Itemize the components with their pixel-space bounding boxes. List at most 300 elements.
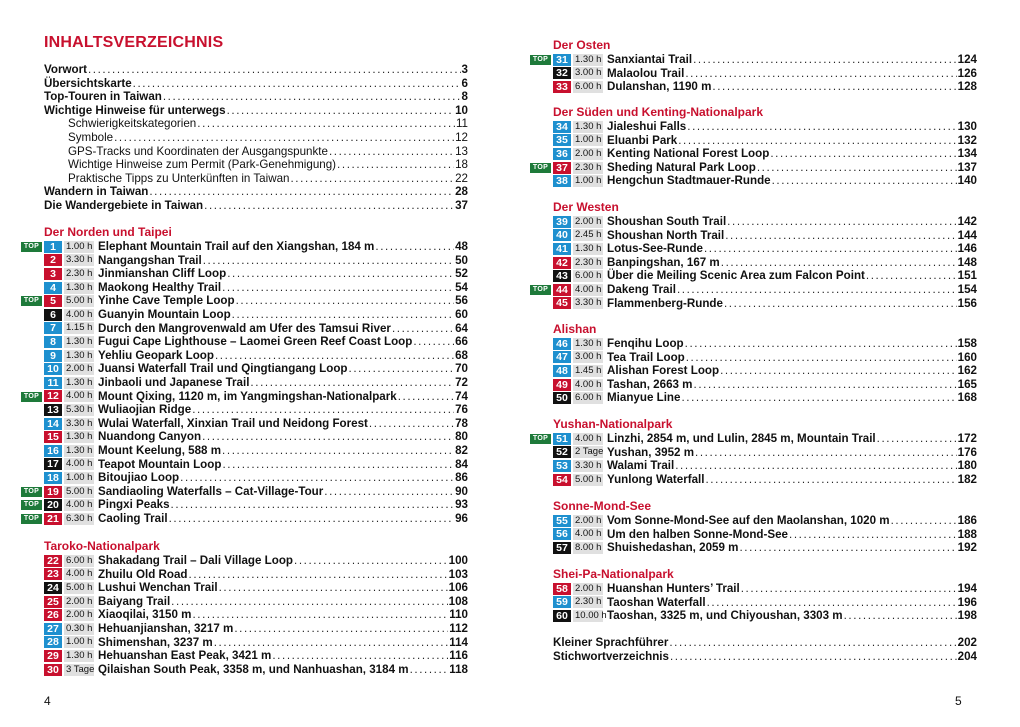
- tour-entry[interactable]: [44, 294, 468, 308]
- top-tour-badge: TOP: [530, 285, 551, 295]
- tour-page: 146: [957, 242, 977, 256]
- tour-page: 114: [449, 635, 468, 649]
- tour-entry[interactable]: [44, 608, 468, 622]
- leader-dots: [739, 541, 956, 555]
- tour-number: 36: [553, 148, 571, 160]
- tour-entry[interactable]: [553, 67, 977, 81]
- toc-entry-page: 3: [461, 63, 468, 76]
- tour-number: 15: [44, 431, 62, 443]
- tour-duration: 8.00 h: [575, 541, 602, 553]
- tour-title: Über die Meiling Scenic Area zum Falcon Point: [607, 269, 865, 283]
- tour-entry[interactable]: [44, 568, 468, 582]
- tour-duration: 2.00 h: [66, 363, 93, 375]
- tour-duration: 4.00 h: [575, 528, 602, 540]
- tour-title: Bitoujiao Loop: [98, 471, 180, 485]
- tour-entry[interactable]: [44, 362, 468, 376]
- tour-duration: 5.00 h: [66, 295, 93, 307]
- tour-entry[interactable]: [553, 283, 977, 297]
- tour-entry[interactable]: [44, 417, 468, 431]
- leader-dots: [234, 622, 448, 636]
- tour-page: 182: [957, 472, 977, 486]
- tour-entry[interactable]: [553, 391, 977, 405]
- leader-dots: [214, 636, 449, 650]
- tour-duration: 4.00 h: [66, 499, 93, 511]
- leader-dots: [685, 67, 956, 81]
- tour-entry[interactable]: [553, 337, 977, 351]
- tour-entry[interactable]: [44, 322, 468, 336]
- leader-dots: [772, 174, 957, 188]
- section-heading: Der Westen: [553, 200, 619, 214]
- tour-title: Flammenberg-Runde: [607, 296, 723, 310]
- tour-number: 2: [44, 254, 62, 266]
- tour-number: 47: [553, 351, 571, 363]
- tour-number: 21: [44, 513, 62, 525]
- tour-duration: 3.30 h: [575, 459, 602, 471]
- leader-dots: [844, 609, 957, 623]
- tour-entry[interactable]: [553, 528, 977, 542]
- leader-dots: [169, 512, 455, 526]
- tour-duration: 1.00 h: [575, 134, 602, 146]
- tour-page: 74: [455, 389, 468, 403]
- tour-number: 54: [553, 474, 571, 486]
- tour-entry[interactable]: [44, 458, 468, 472]
- tour-number: 39: [553, 216, 571, 228]
- tour-number: 41: [553, 243, 571, 255]
- tour-number: 6: [44, 309, 62, 321]
- tour-page: 156: [957, 296, 977, 310]
- tour-entry[interactable]: [553, 609, 977, 623]
- tour-title: Lushui Wenchan Trail: [98, 581, 218, 595]
- page-number-right: 5: [955, 694, 962, 708]
- tour-entry[interactable]: [44, 649, 468, 663]
- section-heading: Alishan: [553, 322, 597, 336]
- tour-duration: 3.00 h: [575, 351, 602, 363]
- tour-title: Mianyue Line: [607, 391, 681, 405]
- leader-dots: [133, 77, 461, 91]
- leader-dots: [349, 362, 455, 376]
- tour-page: 144: [957, 228, 977, 242]
- leader-dots: [686, 351, 957, 365]
- tour-duration: 6.00 h: [575, 80, 602, 92]
- tour-number: 55: [553, 515, 571, 527]
- tour-number: 1: [44, 241, 62, 253]
- toc-entry[interactable]: [44, 104, 468, 118]
- tour-page: 176: [957, 445, 977, 459]
- tour-page: 70: [455, 362, 468, 376]
- tour-number: 5: [44, 295, 62, 307]
- tour-duration: 6.00 h: [575, 270, 602, 282]
- tour-duration: 3 Tage: [66, 663, 95, 675]
- tour-title: Huanshan Hunters’ Trail: [607, 582, 740, 595]
- tour-page: 80: [455, 430, 468, 444]
- tour-page: 172: [957, 432, 977, 445]
- tour-number: 29: [44, 650, 62, 662]
- tour-entry[interactable]: [44, 512, 468, 526]
- leader-dots: [171, 595, 447, 609]
- tour-number: 46: [553, 338, 571, 350]
- tour-entry[interactable]: [553, 120, 977, 134]
- tour-number: 37: [553, 162, 571, 174]
- tour-title: Durch den Mangrovenwald am Ufer des Tamsui River: [98, 321, 391, 335]
- tour-duration: 0.30 h: [66, 622, 93, 634]
- tour-entry[interactable]: [44, 663, 468, 677]
- leader-dots: [695, 446, 957, 460]
- tour-entry[interactable]: [553, 229, 977, 243]
- tour-entry[interactable]: [44, 595, 468, 609]
- tour-entry[interactable]: [553, 297, 977, 311]
- tour-entry[interactable]: [553, 174, 977, 188]
- tour-number: 23: [44, 568, 62, 580]
- leader-dots: [203, 254, 454, 268]
- tour-page: 110: [449, 608, 468, 622]
- tour-number: 10: [44, 363, 62, 375]
- top-tour-badge: TOP: [21, 487, 42, 497]
- tour-title: Fugui Cape Lighthouse – Laomei Green Reef Coast Loop: [98, 335, 413, 349]
- tour-page: 54: [455, 280, 468, 294]
- tour-title: Vom Sonne-Mond-See auf den Maolanshan, 1020 m: [607, 514, 890, 527]
- toc-entry[interactable]: [553, 650, 977, 664]
- tour-page: 160: [957, 350, 977, 364]
- tour-entry[interactable]: [553, 53, 977, 67]
- tour-number: 48: [553, 365, 571, 377]
- toc-entry-label: Übersichtskarte: [44, 76, 132, 90]
- toc-entry-label: GPS-Tracks und Koordinaten der Ausgangspunkte: [68, 144, 328, 158]
- tour-title: Hengchun Stadtmauer-Runde: [607, 174, 771, 188]
- section-heading: Der Osten: [553, 38, 611, 52]
- leader-dots: [789, 528, 957, 542]
- tour-entry[interactable]: [44, 636, 468, 650]
- toc-entry[interactable]: [44, 185, 468, 199]
- tour-duration: 3.30 h: [66, 417, 93, 429]
- leader-dots: [677, 283, 957, 297]
- tour-entry[interactable]: [553, 256, 977, 270]
- tour-page: 103: [448, 567, 468, 581]
- leader-dots: [222, 458, 454, 472]
- tour-entry[interactable]: [553, 147, 977, 161]
- tour-duration: 4.00 h: [575, 432, 602, 444]
- tour-entry[interactable]: [553, 378, 977, 392]
- leader-dots: [693, 53, 957, 67]
- tour-entry[interactable]: [44, 335, 468, 349]
- tour-duration: 4.00 h: [575, 283, 602, 295]
- tour-duration: 1.30 h: [66, 649, 93, 661]
- tour-page: 168: [957, 391, 977, 405]
- leader-dots: [192, 608, 448, 622]
- tour-page: 137: [957, 160, 977, 174]
- tour-title: Yushan, 3952 m: [607, 445, 694, 459]
- leader-dots: [720, 364, 957, 378]
- tour-entry[interactable]: [553, 541, 977, 555]
- tour-number: 3: [44, 268, 62, 280]
- tour-page: 158: [957, 337, 977, 350]
- tour-title: Elephant Mountain Trail auf den Xiangshan, 184 m: [98, 240, 375, 253]
- tour-page: 192: [957, 541, 977, 555]
- tour-number: 22: [44, 555, 62, 567]
- toc-entry-label: Die Wandergebiete in Taiwan: [44, 199, 204, 212]
- toc-entry[interactable]: [44, 77, 468, 91]
- toc-entry-label: Symbole: [68, 131, 114, 144]
- toc-entry-page: 11: [455, 117, 468, 131]
- tour-title: Pingxi Peaks: [98, 498, 170, 512]
- tour-duration: 1.30 h: [575, 53, 602, 65]
- leader-dots: [678, 134, 956, 148]
- leader-dots: [770, 147, 956, 161]
- leader-dots: [670, 650, 957, 664]
- tour-page: 151: [957, 269, 977, 283]
- tour-title: Guanyin Mountain Loop: [98, 308, 231, 321]
- tour-number: 59: [553, 596, 571, 608]
- tour-duration: 5.30 h: [66, 403, 93, 415]
- leader-dots: [236, 294, 455, 308]
- tour-duration: 4.00 h: [575, 378, 602, 390]
- tour-title: Kenting National Forest Loop: [607, 147, 770, 161]
- section-heading: Der Süden und Kenting-Nationalpark: [553, 105, 764, 119]
- tour-entry[interactable]: [553, 459, 977, 473]
- tour-entry[interactable]: [44, 622, 468, 636]
- tour-page: 86: [455, 471, 468, 485]
- tour-entry[interactable]: [553, 161, 977, 175]
- tour-title: Yinhe Cave Temple Loop: [98, 294, 235, 308]
- tour-page: 96: [455, 512, 468, 525]
- leader-dots: [163, 90, 461, 104]
- leader-dots: [712, 80, 956, 94]
- tour-title: Shoushan North Trail: [607, 228, 725, 242]
- tour-duration: 5.00 h: [66, 581, 93, 593]
- tour-entry[interactable]: [553, 215, 977, 229]
- tour-page: 64: [455, 321, 468, 335]
- tour-duration: 4.00 h: [66, 458, 93, 470]
- tour-entry[interactable]: [44, 430, 468, 444]
- leader-dots: [410, 663, 449, 677]
- toc-entry-page: 22: [455, 171, 468, 185]
- tour-entry[interactable]: [44, 498, 468, 512]
- tour-page: 140: [957, 174, 977, 188]
- toc-entry-label: Stichwortverzeichnis: [553, 649, 669, 663]
- tour-title: Tea Trail Loop: [607, 350, 685, 364]
- tour-duration: 2.00 h: [575, 582, 602, 594]
- toc-entry[interactable]: [68, 158, 468, 172]
- tour-duration: 2 Tage: [575, 446, 604, 458]
- toc-entry[interactable]: [68, 117, 468, 131]
- tour-entry[interactable]: [44, 403, 468, 417]
- tour-entry[interactable]: [553, 134, 977, 148]
- page-title: INHALTSVERZEICHNIS: [44, 34, 224, 51]
- tour-entry[interactable]: [553, 269, 977, 283]
- toc-entry[interactable]: [68, 145, 468, 159]
- leader-dots: [705, 473, 956, 487]
- tour-page: 84: [455, 457, 468, 471]
- toc-entry[interactable]: [68, 172, 468, 186]
- top-tour-badge: TOP: [21, 392, 42, 402]
- tour-title: Sandiaoling Waterfalls – Cat-Village-Tour: [98, 484, 324, 498]
- leader-dots: [232, 308, 454, 322]
- tour-entry[interactable]: [553, 473, 977, 487]
- tour-title: Dulanshan, 1190 m: [607, 80, 712, 94]
- toc-entry[interactable]: [68, 131, 468, 145]
- tour-entry[interactable]: [44, 485, 468, 499]
- tour-entry[interactable]: [44, 308, 468, 322]
- toc-entry-page: 8: [461, 90, 468, 104]
- tour-duration: 1.30 h: [66, 376, 93, 388]
- leader-dots: [88, 63, 461, 77]
- tour-title: Shoushan South Trail: [607, 215, 727, 228]
- tour-duration: 2.00 h: [575, 514, 602, 526]
- leader-dots: [413, 335, 454, 349]
- tour-number: 7: [44, 322, 62, 334]
- tour-number: 60: [553, 610, 571, 622]
- tour-entry[interactable]: [44, 267, 468, 281]
- toc-entry-label: Kleiner Sprachführer: [553, 636, 669, 649]
- tour-page: 76: [455, 403, 468, 417]
- tour-title: Hehuanjianshan, 3217 m: [98, 622, 234, 635]
- toc-entry[interactable]: [44, 90, 468, 104]
- leader-dots: [725, 229, 956, 243]
- tour-duration: 3.30 h: [66, 254, 93, 266]
- tour-page: 188: [957, 527, 977, 541]
- tour-number: 34: [553, 121, 571, 133]
- leader-dots: [114, 131, 454, 145]
- tour-entry[interactable]: [44, 554, 468, 568]
- tour-page: 124: [957, 53, 977, 66]
- toc-entry-label: Wandern in Taiwan: [44, 185, 149, 199]
- tour-entry[interactable]: [44, 471, 468, 485]
- tour-duration: 1.15 h: [66, 322, 93, 334]
- tour-entry[interactable]: [553, 242, 977, 256]
- tour-title: Juansi Waterfall Trail und Qingtiangang Loop: [98, 362, 348, 376]
- top-tour-badge: TOP: [21, 514, 42, 524]
- page-number-left: 4: [44, 694, 51, 708]
- leader-dots: [721, 256, 957, 270]
- tour-number: 40: [553, 229, 571, 241]
- tour-duration: 3.30 h: [575, 297, 602, 309]
- leader-dots: [202, 430, 454, 444]
- tour-entry[interactable]: [44, 376, 468, 390]
- toc-entry[interactable]: [553, 636, 977, 650]
- tour-title: Sheding Natural Park Loop: [607, 160, 756, 174]
- tour-number: 50: [553, 392, 571, 404]
- tour-number: 14: [44, 418, 62, 430]
- leader-dots: [197, 117, 455, 131]
- tour-duration: 1.30 h: [66, 335, 93, 347]
- tour-page: 82: [455, 444, 468, 457]
- tour-page: 106: [448, 581, 468, 595]
- tour-number: 26: [44, 609, 62, 621]
- leader-dots: [681, 391, 956, 405]
- tour-duration: 4.00 h: [66, 308, 93, 320]
- tour-page: 66: [455, 335, 468, 349]
- tour-entry[interactable]: [553, 596, 977, 610]
- tour-title: Eluanbi Park: [607, 133, 678, 147]
- tour-duration: 1.00 h: [66, 636, 93, 648]
- tour-duration: 2.00 h: [66, 595, 93, 607]
- tour-number: 24: [44, 582, 62, 594]
- tour-page: 162: [957, 364, 977, 378]
- leader-dots: [757, 161, 957, 175]
- tour-page: 130: [957, 120, 977, 133]
- tour-page: 198: [957, 609, 977, 623]
- tour-entry[interactable]: [44, 444, 468, 458]
- tour-entry[interactable]: [44, 240, 468, 254]
- tour-title: Shuishedashan, 2059 m: [607, 541, 739, 555]
- tour-page: 196: [957, 595, 977, 609]
- tour-title: Lotus-See-Runde: [607, 242, 703, 256]
- tour-title: Zhuilu Old Road: [98, 567, 188, 581]
- leader-dots: [724, 297, 957, 311]
- tour-entry[interactable]: [44, 581, 468, 595]
- tour-title: Tashan, 2663 m: [607, 377, 693, 391]
- toc-entry-page: 204: [957, 649, 977, 663]
- tour-title: Alishan Forest Loop: [607, 364, 720, 378]
- tour-title: Caoling Trail: [98, 512, 168, 525]
- tour-page: 186: [957, 514, 977, 527]
- tour-entry[interactable]: [553, 351, 977, 365]
- tour-title: Um den halben Sonne-Mond-See: [607, 527, 788, 541]
- tour-entry[interactable]: [553, 446, 977, 460]
- tour-entry[interactable]: [553, 582, 977, 596]
- tour-number: 18: [44, 472, 62, 484]
- tour-entry[interactable]: [44, 390, 468, 404]
- tour-entry[interactable]: [44, 281, 468, 295]
- toc-entry-page: 10: [455, 103, 468, 117]
- tour-page: 72: [455, 376, 468, 389]
- leader-dots: [687, 120, 956, 134]
- tour-page: 78: [455, 416, 468, 430]
- tour-number: 58: [553, 583, 571, 595]
- tour-number: 33: [553, 81, 571, 93]
- tour-duration: 2.45 h: [575, 229, 602, 241]
- tour-duration: 6.00 h: [66, 554, 93, 566]
- tour-page: 56: [455, 294, 468, 308]
- tour-duration: 4.00 h: [66, 390, 93, 402]
- toc-entry-label: Top-Touren in Taiwan: [44, 90, 162, 104]
- tour-duration: 5.00 h: [66, 485, 93, 497]
- tour-title: Hehuanshan East Peak, 3421 m: [98, 649, 272, 663]
- top-tour-badge: TOP: [530, 55, 551, 65]
- tour-number: 45: [553, 297, 571, 309]
- tour-duration: 3.00 h: [575, 67, 602, 79]
- tour-entry[interactable]: [553, 80, 977, 94]
- tour-title: Wuliaojian Ridge: [98, 403, 192, 417]
- tour-entry[interactable]: [44, 254, 468, 268]
- tour-entry[interactable]: [553, 432, 977, 446]
- tour-page: 52: [455, 267, 468, 281]
- toc-entry-page: 202: [957, 636, 977, 649]
- tour-number: 25: [44, 596, 62, 608]
- toc-entry-label: Praktische Tipps zu Unterkünften in Taiwan: [68, 171, 290, 185]
- tour-entry[interactable]: [553, 364, 977, 378]
- leader-dots: [398, 390, 454, 404]
- tour-page: 108: [448, 594, 468, 608]
- tour-page: 100: [448, 554, 468, 567]
- tour-duration: 4.00 h: [66, 568, 93, 580]
- toc-entry-label: Wichtige Hinweise zum Permit (Park-Genehmigung): [68, 158, 337, 172]
- tour-entry[interactable]: [44, 349, 468, 363]
- toc-entry-label: Vorwort: [44, 63, 87, 76]
- section-heading: Yushan-Nationalpark: [553, 417, 673, 431]
- tour-duration: 2.00 h: [575, 147, 602, 159]
- tour-title: Wulai Waterfall, Xinxian Trail und Neidong Forest: [98, 416, 368, 430]
- tour-entry[interactable]: [553, 514, 977, 528]
- tour-title: Dakeng Trail: [607, 283, 676, 296]
- tour-number: 38: [553, 175, 571, 187]
- toc-entry[interactable]: [44, 63, 468, 77]
- toc-entry[interactable]: [44, 199, 468, 213]
- tour-number: 20: [44, 499, 62, 511]
- section-heading: Taroko-Nationalpark: [44, 539, 160, 553]
- toc-entry-label: Schwierigkeitskategorien: [68, 117, 197, 131]
- leader-dots: [171, 498, 455, 512]
- leader-dots: [189, 568, 448, 582]
